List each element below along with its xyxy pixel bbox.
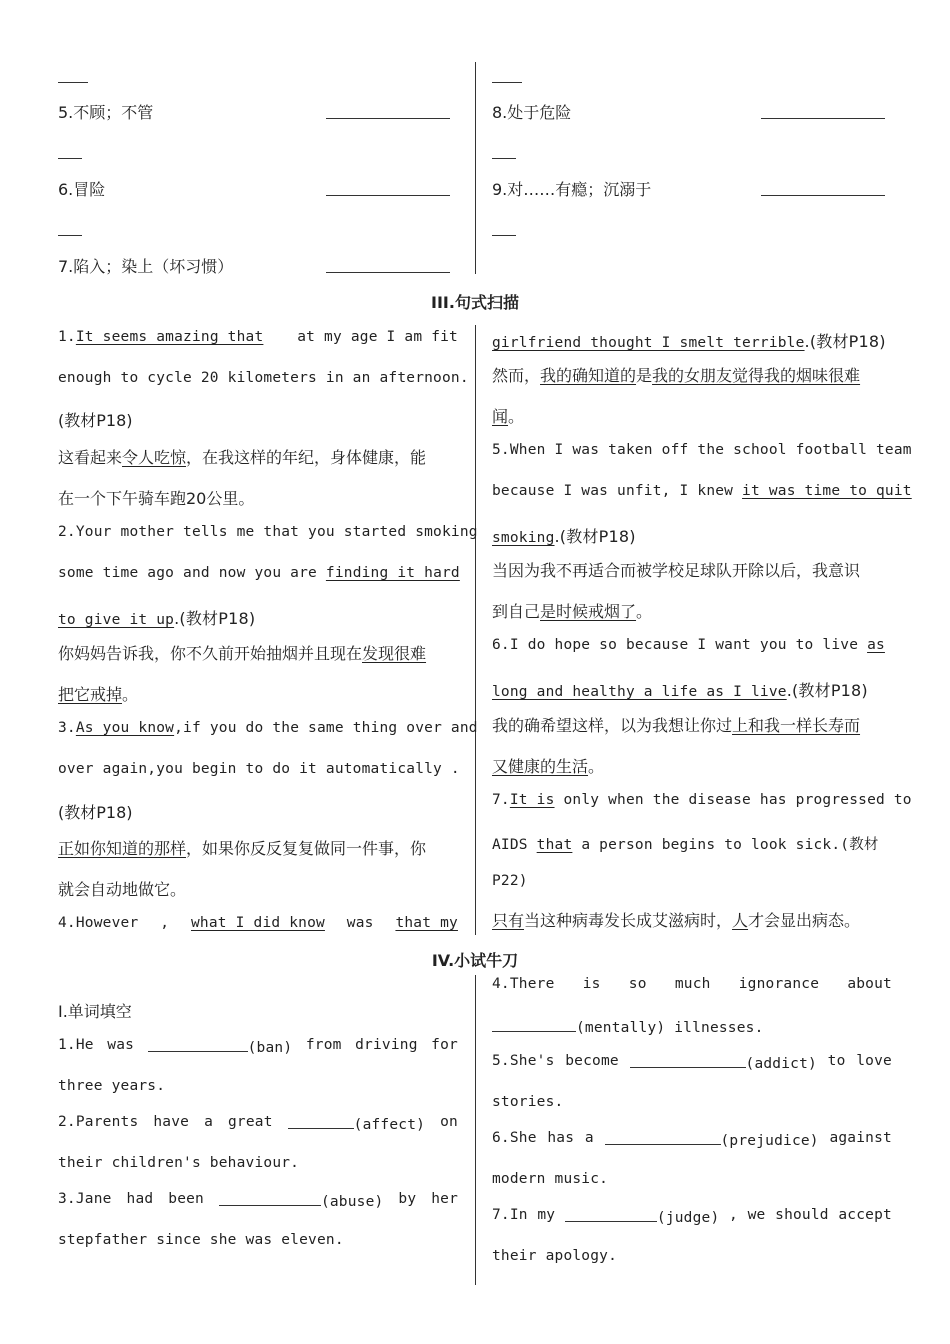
section-title-practice: IV.小试牛刀 (431, 951, 519, 970)
phrase-dash (492, 82, 522, 83)
answer-blank[interactable] (326, 118, 450, 119)
fill-blank[interactable] (565, 1207, 657, 1222)
phrase-item: 5.不顾；不管 (58, 103, 154, 122)
fill-blank[interactable] (148, 1037, 248, 1052)
fill-blank[interactable] (492, 1017, 576, 1032)
column-divider-middle (475, 325, 476, 935)
section-title-sentence-scan: III.句式扫描 (431, 293, 519, 312)
phrase-dash (58, 82, 88, 83)
phrase-dash (492, 235, 516, 236)
phrase-item: 6.冒险 (58, 180, 106, 199)
fill-blank[interactable] (630, 1053, 746, 1068)
phrase-item: 8.处于危险 (492, 103, 572, 122)
fill-blank[interactable] (219, 1191, 321, 1206)
answer-blank[interactable] (326, 272, 450, 273)
subsection-title-word-fill: Ⅰ.单词填空 (58, 1002, 132, 1021)
fill-blank[interactable] (605, 1130, 721, 1145)
answer-blank[interactable] (761, 118, 885, 119)
fill-blank[interactable] (288, 1114, 354, 1129)
answer-blank[interactable] (761, 195, 885, 196)
phrase-dash (492, 158, 516, 159)
phrase-dash (58, 235, 82, 236)
phrase-item: 7.陷入；染上（坏习惯） (58, 257, 234, 276)
phrase-dash (58, 158, 82, 159)
answer-blank[interactable] (326, 195, 450, 196)
phrase-item: 9.对……有瘾；沉溺于 (492, 180, 652, 199)
column-divider-bottom (475, 975, 476, 1285)
column-divider-top (475, 62, 476, 274)
